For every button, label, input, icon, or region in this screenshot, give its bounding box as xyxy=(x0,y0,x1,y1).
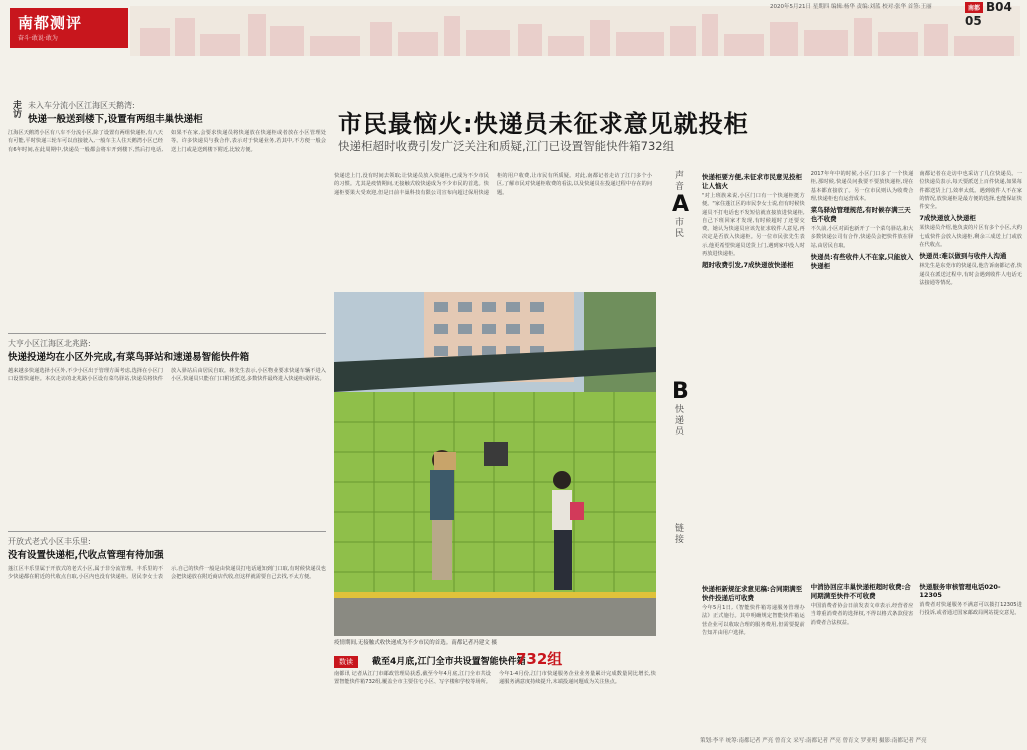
right-head-2: 超时收费引发,7成快递放快递柜 xyxy=(702,261,794,270)
right-head-5: 菜鸟驿站管理规范,有时候存满三天也不收费 xyxy=(810,206,911,224)
stats-article: 南都讯 记者从江门市邮政管理局获悉,截至今年4月底,江门全市共设置智能快件箱732组,覆盖全市主要住宅小区、写字楼和学校等场所。今年1-4月份,江门市快递服务企业业务量累计完成数量同比增长,快递服务满意度持续提升,末端投递问题成为关注焦点。 xyxy=(334,671,656,686)
right-body-5: 不久前,小区对面也新开了一个菜鸟驿站,和大多数快递公司有合作,快递员会把快件放在驿站,由居民自取。 xyxy=(810,226,914,249)
subhead-beizhao: 快递投递均在小区外完成,有菜鸟驿站和速递易智能快件箱 xyxy=(8,352,250,363)
voice-section-label: 声音 xyxy=(673,170,683,192)
right-body-1: "对上班族来说,小区门口有一个快递柜挺方便。"家住蓬江区的市民李女士说,但有时候快递员不打电话也不发短信就直接放进快递柜,自己下班回家才发现,有时候超时了还要交费。她认为快递员应该先征求收件人意见,再决定是否放入快递柜。另一位市民张先生表示,他更希望快递员送货上门,遇到家中没人时再放进快递柜。 xyxy=(702,193,805,258)
left-column xyxy=(8,100,326,740)
right-head-3: 快递员:有些收件人不在家,只能放入快递柜 xyxy=(810,253,914,271)
link-head-hotline: 快递服务审核管理电话020-12305 xyxy=(919,583,1001,599)
page-number-text: B04 05 xyxy=(965,0,1012,28)
right-head-4: 7成快递放入快递柜 xyxy=(919,214,976,223)
right-head-1: 快递柜要方便,未征求市民意见投柜让人恼火 xyxy=(702,173,802,190)
right-column-links xyxy=(702,582,1022,732)
photo-caption: 疫情期间,无接触式收快递成为不少市民的首选。南都记者冯建文 摄 xyxy=(334,640,497,646)
main-subheadline: 快递柜超时收费引发广泛关注和质疑,江门已设置智能快件箱732组 xyxy=(338,139,675,153)
kicker-fengleli: 开放式老式小区丰乐里: xyxy=(8,537,91,546)
right-head-6: 快递员:难以做到与收件人沟通 xyxy=(919,252,1007,261)
subhead-fengleli: 没有设置快递柜,代收点管理有待加强 xyxy=(8,550,164,561)
right-body-6: 林先生是东莞市的快递员,他告诉南都记者,快递员在派送过程中,有时会遇到收件人电话无法接通等情况。 xyxy=(919,263,1022,286)
stats-label: 数读 xyxy=(334,656,358,668)
link-body-rules: 今年5月1日,《智能快件箱寄递服务管理办法》正式施行。其中明确规定智能快件箱运营企业可以收取合理的服务费用,但需要提前告知并由用户选择。 xyxy=(702,605,805,636)
voice-a-sub: 市民 xyxy=(673,217,683,239)
page-number xyxy=(965,0,1027,28)
link-label: 链接 xyxy=(673,523,683,545)
kicker-tianehu: 未入车分流小区江海区天鹅湾: xyxy=(28,101,135,110)
right-body-2: 2017年年中的时候,小区门口多了一个快递柜,那时候,快递员问我要不要放快递柜,现在基本都直接放了。另一位市民则认为收费合理,快递柜也有运营成本。 xyxy=(810,171,914,202)
brand-title: 南都测评 xyxy=(18,14,83,32)
kicker-beizhao: 大亨小区江海区北兆路: xyxy=(8,339,91,348)
link-body-cca: 中国消费者协会日前发表文章表示,经营者应当尊重消费者的选择权,不得以格式条款侵害消费者合法权益。 xyxy=(810,603,914,626)
voice-a-letter: A xyxy=(672,192,690,217)
section-label-visit: 走访 xyxy=(11,100,21,118)
divider xyxy=(8,531,326,532)
section-brand xyxy=(10,8,128,48)
voice-b-sub: 快递员 xyxy=(673,404,683,437)
parcel-locker-photo xyxy=(334,292,656,636)
voice-b-letter: B xyxy=(672,379,689,404)
voice-labels xyxy=(672,170,700,590)
link-head-cca: 中消协回应丰巢快递柜超时收费:合同期满至快件不可收费 xyxy=(810,583,911,600)
page-ribbon: 南都 xyxy=(965,2,983,13)
brand-subtitle: 奋斗·敢说·敢为 xyxy=(18,35,58,42)
subhead-tianehu: 快递一般送到楼下,设置有两组丰巢快递柜 xyxy=(28,114,203,125)
lead-article: 快递送上门,没有时间去领取;让快递员放入快递柜,已成为不少市民的习惯。尤其是疫情期间,无接触式收快递成为不少市民的首选。快递柜要果大受欢迎,但是日前丰巢科技有限公司宣布向超过保用快递柜的用户收费,让市民有所质疑。对此,南都记者走访了江门多个小区,了解市民对快递柜收费的看法,以及快递员在投递过程中存在的问题。 xyxy=(334,173,652,196)
page-header xyxy=(0,0,1027,62)
credits-line: 策划:李平 统筹:南都记者 严亮 曾育文 采写:南都记者 严亮 曾育文 罗亚明 摄影:南都记者 严亮 xyxy=(700,738,927,744)
article-tianehu: 江海区天鹅湾小区有八车不分流小区,除了设置有两组快递柜,有八天有可能,平时快递三轮车可以直接驶入,一般车主人住天鹅湾小区已经有6年时间,在此周期中,快递员一般都会将车开到楼下,然后打电话,如果不在家,会要求快递员将快递放在快递柜或者放在小区管理处等。许多快递员与我合作,表示对于快递业务,若其中,不方便一般会送上门或是送到楼下附近,比较方便。 xyxy=(8,130,326,153)
skyline-illustration xyxy=(130,6,1020,56)
article-fengleli: 蓬江区丰乐里属于开放式的老式小区,属于非分流管理。丰乐里的不少快递都在附近的代收点自取,小区内也没有快递柜。居民李女士表示,自己的快件一般是由快递员打电话通知到门口取,有时候快递员也会把快递放在附近商店代收,但这样就需要自己去找,不太方便。 xyxy=(8,566,326,581)
right-body-3: 南都记者在走访中也采访了几位快递员。一位快递员表示,每天要派送上百件快递,如果每件都送货上门,效率太低。遇到收件人不在家的情况,放快递柜是最方便的选择,也能保证快件安全。 xyxy=(919,171,1022,211)
main-headline: 市民最恼火:快递员未征求意见就投柜 xyxy=(338,110,749,138)
right-body-4: 某快递员介绍,他负责的片区有多个小区,大约七成快件会放入快递柜,剩余三成送上门或放在代收点。 xyxy=(919,225,1022,249)
link-body-hotline: 消费者对快递服务不满意可以拨打12305进行投诉,或者通过国家邮政局网站提交意见。 xyxy=(919,602,1022,617)
divider xyxy=(8,333,326,334)
stats-number: 732组 xyxy=(516,650,563,668)
stats-heading: 截至4月底,江门全市共设置智能快件箱 xyxy=(372,657,526,667)
article-beizhao: 越来越多快递选择小区外,不少小区出于管理方面考虑,选择在小区门口设置快递柜。本次走访的北兆路小区设有菜鸟驿站,快递员将快件放入驿站后由居民自取。林先生表示,小区物业要求快递车辆不进入小区,快递员只能在门口附近派送,多数快件最终进入快递柜或驿站。 xyxy=(8,368,326,383)
right-column-upper xyxy=(702,170,1022,580)
link-head-rules: 快递柜新规征求意见稿:合同期满至快件投递后可收费 xyxy=(702,585,803,602)
issue-info: 2020年5月21日 星期四 编辑:杨华 责编:刘蓝 校对:张华 首签:王丽 xyxy=(770,4,932,10)
